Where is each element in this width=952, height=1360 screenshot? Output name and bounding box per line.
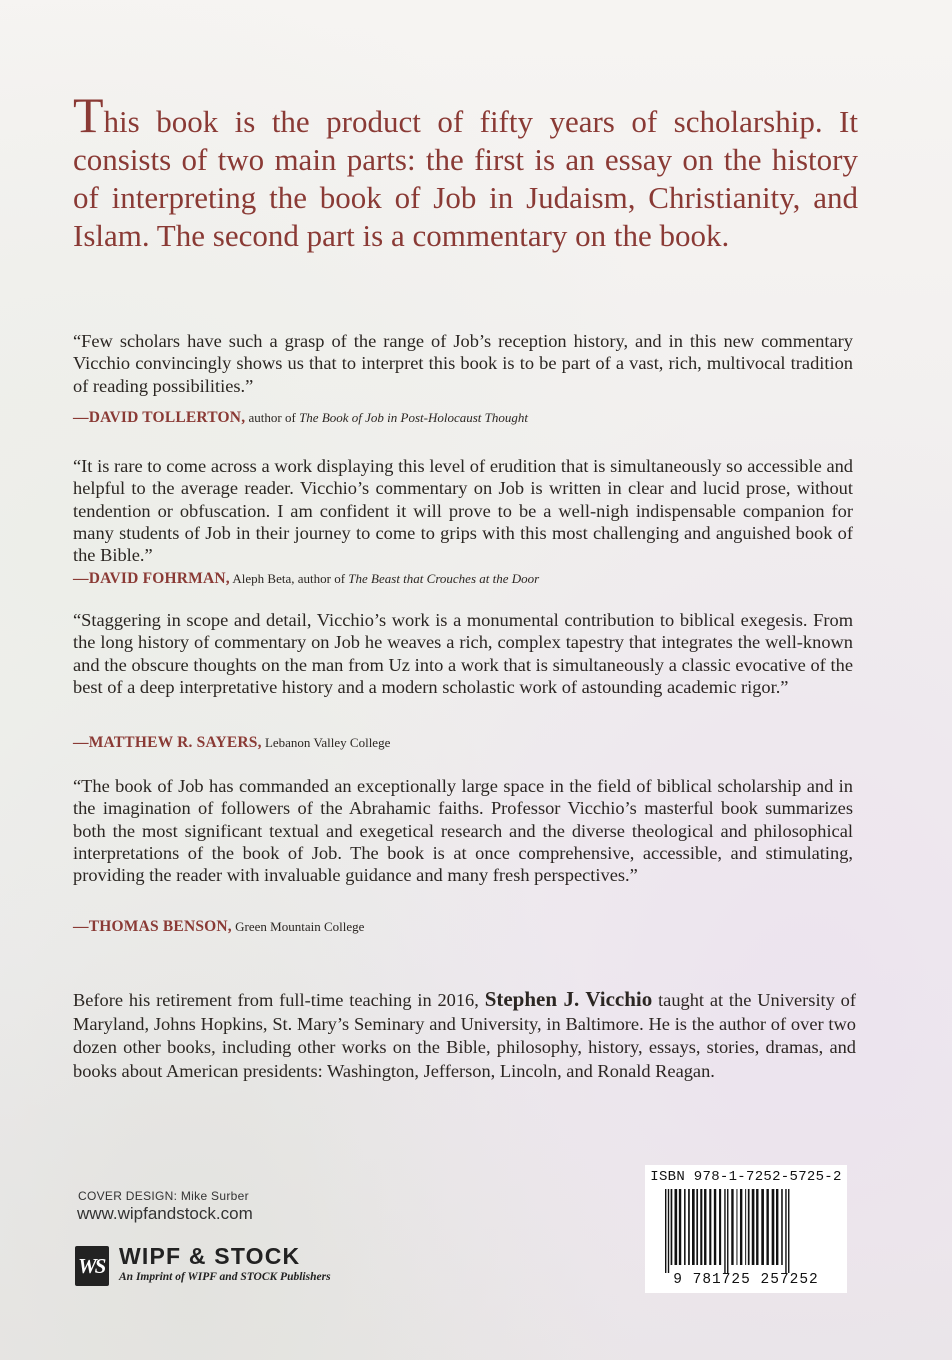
publisher-website[interactable]: www.wipfandstock.com	[77, 1204, 253, 1223]
cover-designer-name: Mike Surber	[180, 1189, 249, 1203]
endorser-affiliation: author of	[248, 410, 296, 425]
barcode-bar	[748, 1189, 750, 1265]
endorser-name: —THOMAS BENSON,	[73, 918, 232, 935]
blurb-attribution-tollerton	[73, 409, 853, 426]
barcode-bar	[727, 1189, 728, 1273]
blurb-quote-benson: “The book of Job has commanded an exceptionally large space in the field of biblical scholarship and in the imagination of followers of the Abrahamic faiths. Professor Vicchio’s masterful book summarizes both the most significant textual and exegetical research and the diverse theological and philosophical interpretations of the book of Job. The book is at once comprehensive, accessible, and stimulating, providing the reader with invaluable guidance and many fresh perspectives.”	[73, 776, 853, 886]
blurb-quote-tollerton: “Few scholars have such a grasp of the range of Job’s reception history, and in this new commentary Vicchio convincingly shows us that to interpret this book is to be part of a vast, rich, multivocal tradition of reading possibilities.”	[73, 331, 853, 396]
barcode-bar	[781, 1189, 783, 1265]
endorser-work-title: The Beast that Crouches at the Door	[348, 571, 540, 586]
endorser-name: —DAVID TOLLERTON,	[73, 409, 246, 426]
cover-design-credit	[78, 1189, 249, 1203]
isbn-label: ISBN 978-1-7252-5725-2	[650, 1169, 842, 1185]
barcode-bar	[752, 1189, 755, 1265]
barcode-bar	[788, 1189, 789, 1273]
barcode-bar	[700, 1189, 702, 1265]
barcode-bars	[657, 1189, 835, 1273]
ean-digits	[645, 1272, 847, 1288]
blurb-attribution-sayers	[73, 734, 853, 751]
barcode-bar	[696, 1189, 698, 1265]
barcode-bar	[714, 1189, 716, 1265]
endorser-name: —MATTHEW R. SAYERS,	[73, 734, 262, 751]
blurb-quote-fohrman: “It is rare to come across a work displaying this level of erudition that is simultaneously so accessible and helpful to the average reader. Vicchio’s commentary on Job is written in clear and lucid prose, without tendention or obfuscation. I am confident it will prove to be a well-nigh indispensable companion for many students of Job in their journey to come to grips with this most challenging and anguished book of the Bible.”	[73, 456, 853, 566]
barcode-bar	[745, 1189, 746, 1265]
endorser-affiliation: Green Mountain College	[235, 919, 365, 934]
barcode-bar	[679, 1189, 681, 1265]
endorser-name: —DAVID FOHRMAN,	[73, 570, 230, 587]
ean-first-digit: 9	[673, 1272, 683, 1288]
publisher-tagline: An Imprint of WIPF and STOCK Publishers	[119, 1271, 331, 1283]
ean-right-group: 257252	[760, 1272, 819, 1288]
publisher-name: WIPF & STOCK	[119, 1243, 301, 1269]
barcode-bar	[719, 1189, 721, 1265]
blurb-quote-sayers: “Staggering in scope and detail, Vicchio’s work is a monumental contribution to biblical exegesis. From the long history of commentary on Job he weaves a rich, complex tapestry that integrates the well-known and the obscure thoughts on the man from Uz into a work that is simultaneously a classic evocative of the best of a deep interpretative history and a modern scholastic work of astounding academic rigor.”	[73, 610, 853, 697]
blurb-attribution-benson	[73, 918, 853, 935]
barcode-bar	[740, 1189, 742, 1265]
barcode-bar	[785, 1189, 786, 1273]
ws-logo-icon	[75, 1246, 109, 1286]
barcode-bar	[671, 1189, 673, 1265]
barcode-bar	[665, 1189, 666, 1273]
author-name: Stephen J. Vicchio	[484, 987, 653, 1011]
barcode-bar	[731, 1189, 733, 1265]
barcode-bar	[776, 1189, 778, 1265]
lead-paragraph	[73, 87, 858, 255]
lead-text: his book is the product of fifty years of scholarship. It consists of two main parts: the first is an essay on the history of interpreting the book of Job in Judaism, Christianity, and Islam. The second part is a commentary on the book.	[73, 104, 858, 253]
barcode-bar	[761, 1189, 764, 1265]
cover-design-label: COVER DESIGN:	[78, 1189, 178, 1203]
barcode-bar	[766, 1189, 768, 1265]
bio-text-after: taught at the University of Maryland, Johns Hopkins, St. Mary’s Seminary and University, in Baltimore. He is the author of over two dozen other books, including other works on the Bible, philosophy, history, essays, stories, dramas, and books about American presidents: Washington, Jefferson, Lincoln, and Ronald Reagan.	[73, 990, 856, 1081]
endorser-work-title: The Book of Job in Post-Holocaust Thought	[299, 410, 528, 425]
publisher-logo	[75, 1243, 375, 1294]
barcode-bar	[692, 1189, 695, 1265]
barcode-bar	[668, 1189, 669, 1273]
blurb-attribution-fohrman	[73, 570, 853, 587]
endorser-affiliation: Lebanon Valley College	[264, 735, 391, 750]
barcode-bar	[724, 1189, 725, 1273]
barcode-bar	[756, 1189, 758, 1265]
bio-text-before: Before his retirement from full-time teaching in 2016,	[73, 990, 479, 1010]
barcode-bar	[704, 1189, 706, 1265]
isbn-barcode	[645, 1165, 847, 1293]
author-bio	[73, 988, 856, 1083]
logo-mark-text: WS	[78, 1254, 105, 1278]
endorser-affiliation: Aleph Beta, author of	[232, 571, 346, 586]
barcode-bar	[736, 1189, 737, 1265]
barcode-bar	[684, 1189, 686, 1265]
drop-cap: T	[73, 87, 104, 143]
ean-left-group: 781725	[692, 1272, 751, 1288]
barcode-bar	[709, 1189, 711, 1265]
barcode-bar	[675, 1189, 678, 1265]
barcode-bar	[688, 1189, 690, 1265]
barcode-bar	[772, 1189, 775, 1265]
